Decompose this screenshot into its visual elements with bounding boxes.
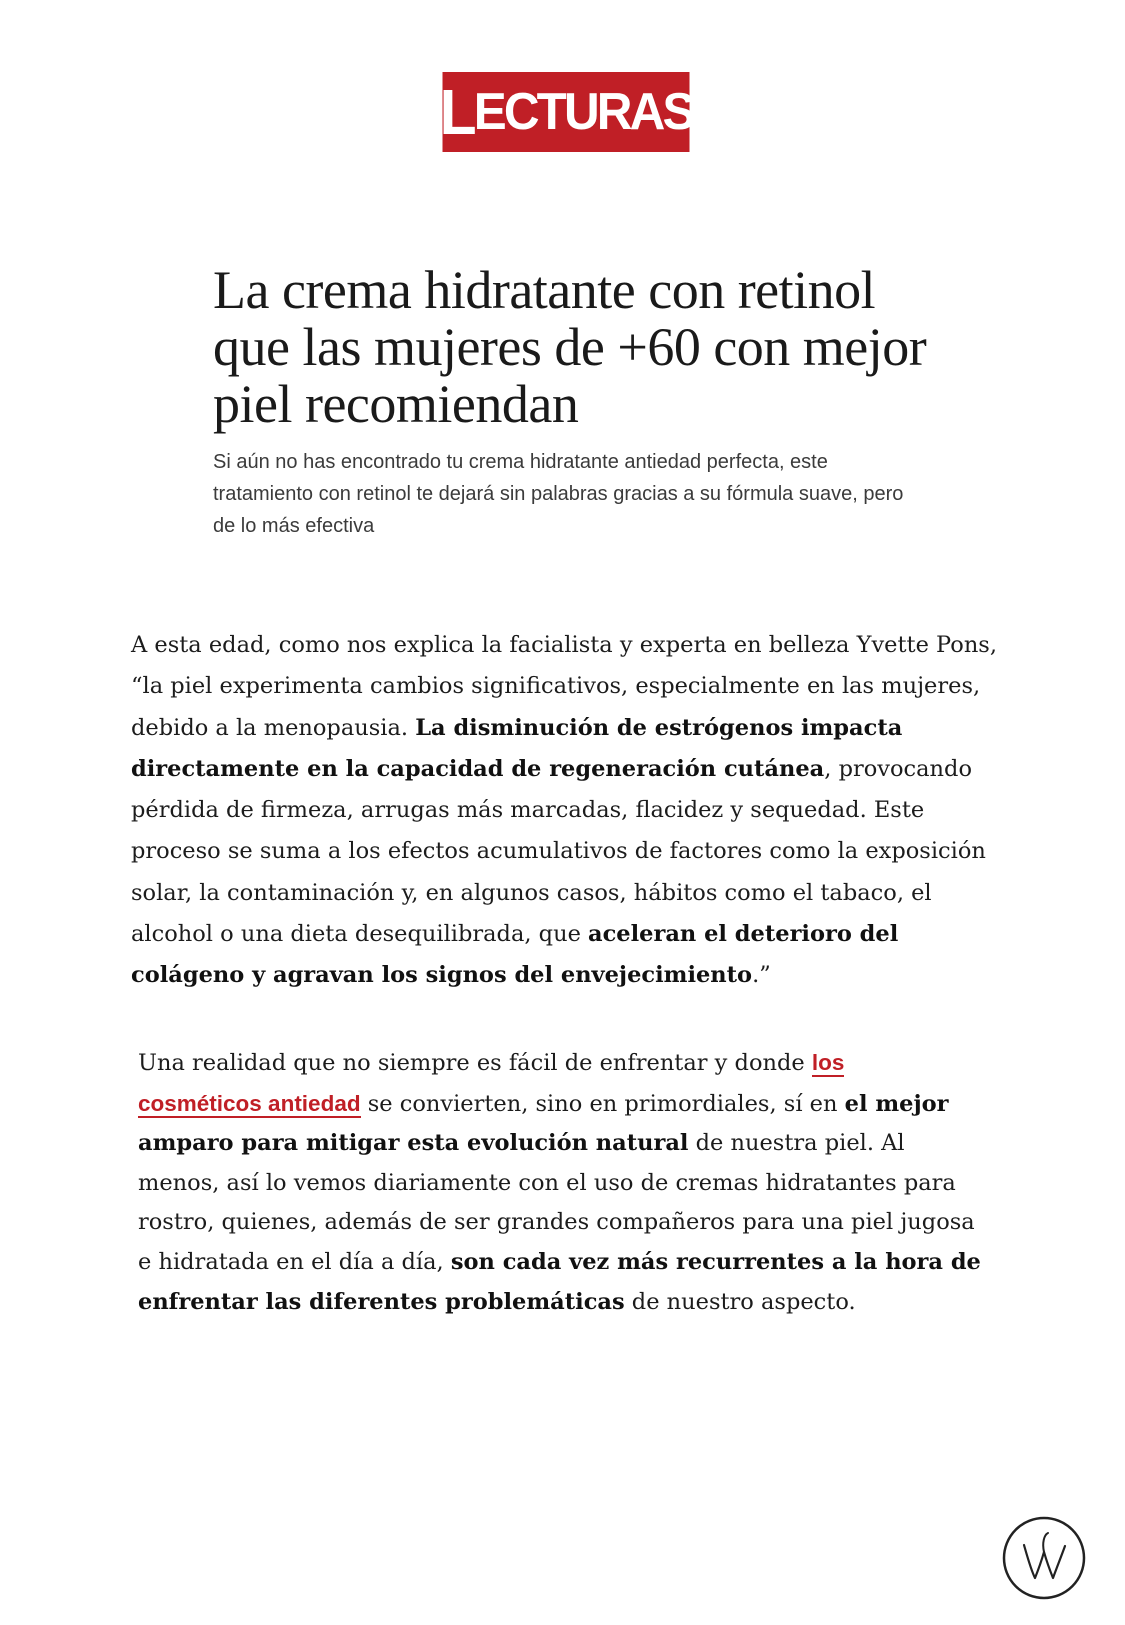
article-subtitle: Si aún no has encontrado tu crema hidratante antiedad perfecta, este tratamiento con retinol te dejará sin palabras gracias a su fórmula suave, pero de lo más efectiva [213, 451, 904, 537]
paragraph-text: se convierten, sino en primordiales, sí en [360, 1090, 845, 1117]
paragraph-bold-text: aceleran el deterioro del colágeno y agravan los signos del envejecimiento [131, 921, 899, 989]
paragraph-text: .” [752, 962, 771, 989]
antiaging-cosmetics-link[interactable]: cosméticos antiedad [138, 1090, 361, 1116]
paragraph-text: de nuestro aspecto. [624, 1288, 856, 1315]
paragraph-text: , provocando pérdida de firmeza, arrugas más marcadas, flacidez y sequedad. Este proceso se suma a los efectos acumulativos de factores como la exposición solar, la contaminación y, en algunos casos, hábitos como el tabaco, el alcohol o una dieta desequilibrada, que [131, 755, 986, 948]
paragraph-text: A esta edad, como nos explica la facialista y experta en belleza Yvette Pons, “la piel experimenta cambios significativos, especialmente en las mujeres, debido a la menopausia. [131, 632, 998, 741]
article-paragraph-2 [138, 1043, 988, 1322]
paragraph-text: de nuestra piel. Al menos, así lo vemos diariamente con el uso de cremas hidratantes para rostro, quienes, además de ser grandes compañeros para una piel jugosa e hidratada en el día a día, [138, 1130, 975, 1275]
antiaging-cosmetics-link[interactable]: los [811, 1050, 845, 1075]
paragraph-bold-text: La disminución de estrógenos impacta directamente en la capacidad de regeneración cutánea [131, 714, 903, 782]
brand-logo[interactable]: L ECTURAS [443, 72, 690, 152]
article-paragraph-1 [131, 625, 1011, 997]
paragraph-bold-text: el mejor amparo para mitigar esta evolución natural [138, 1090, 949, 1157]
paragraph-text: Una realidad que no siempre es fácil de enfrentar y donde [138, 1050, 812, 1076]
paragraph-bold-text: son cada vez más recurrentes a la hora de enfrentar las diferentes problemáticas [138, 1248, 981, 1315]
w-monogram-icon [1001, 1515, 1087, 1601]
article-headline: La crema hidratante con retinol que las mujeres de +60 con mejor piel recomiendan [213, 260, 927, 434]
